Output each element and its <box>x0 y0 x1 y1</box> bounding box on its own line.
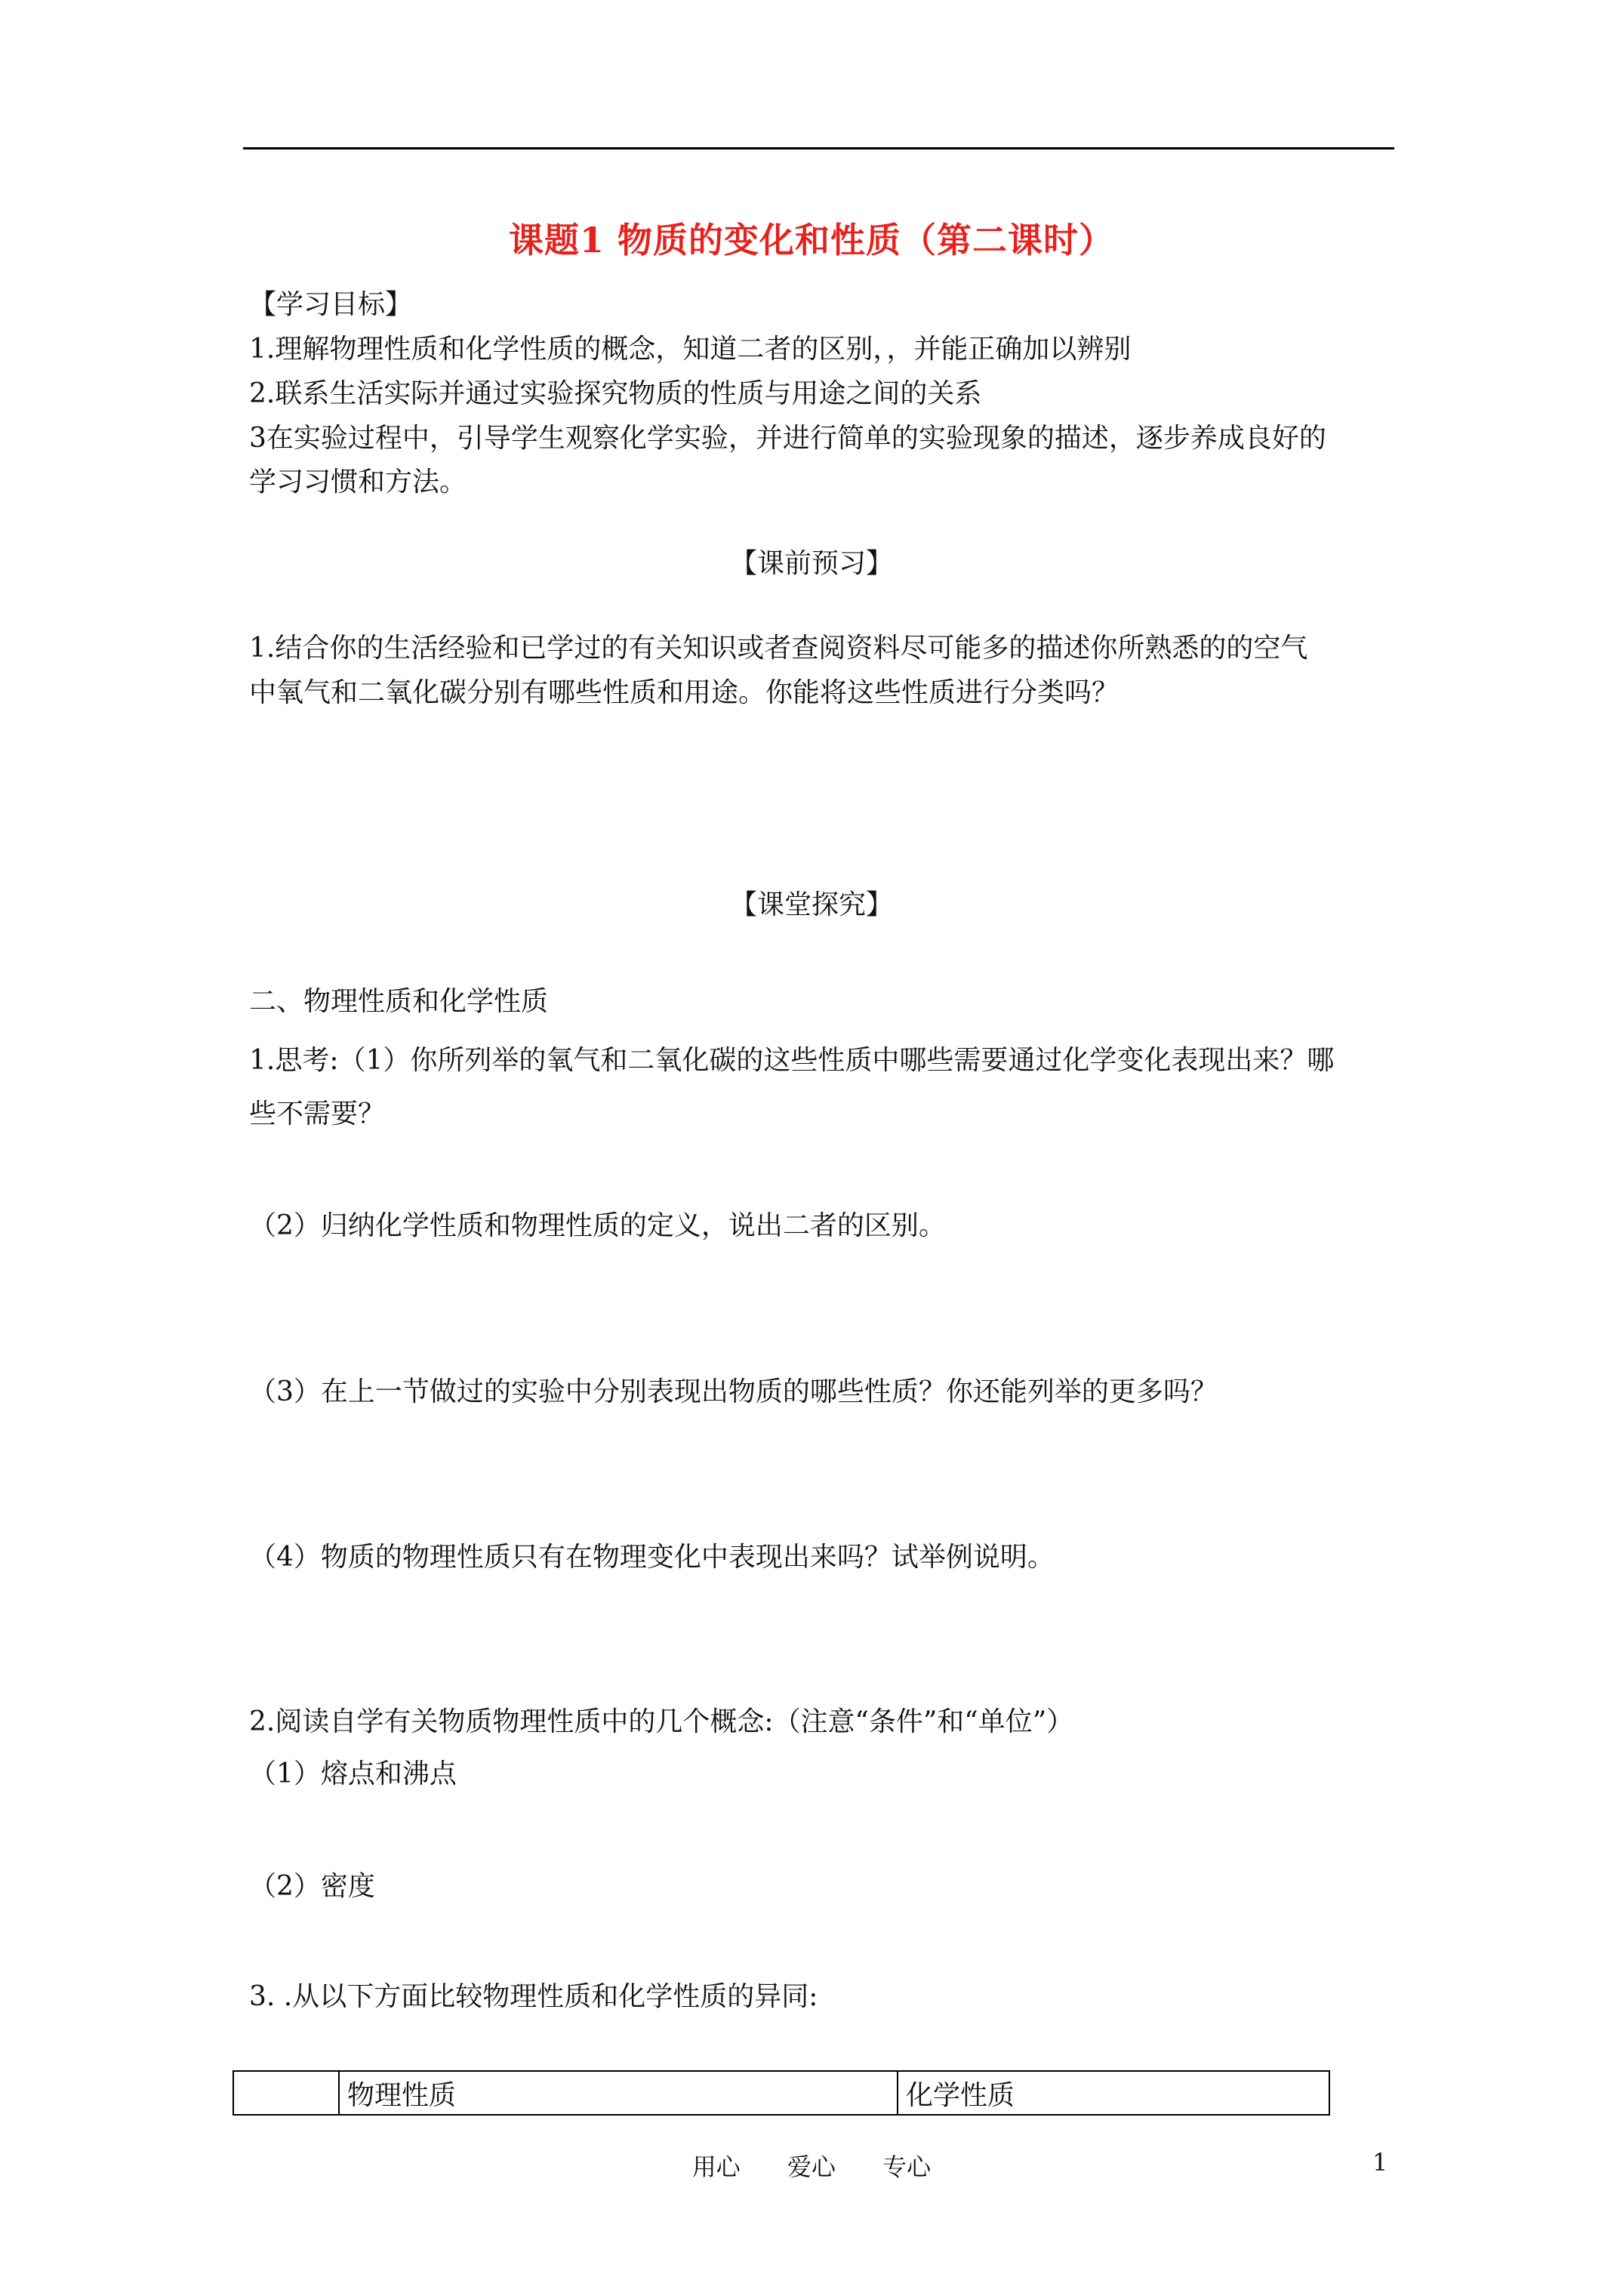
objective-item-1: 1.理解物理性质和化学性质的概念，知道二者的区别，，并能正确加以辨别 <box>249 334 1132 365</box>
objective-item-3: 3在实验过程中，引导学生观察化学实验，并进行简单的实验现象的描述，逐步养成良好的 <box>249 423 1326 454</box>
table-header-blank <box>233 2071 339 2115</box>
page-number: 1 <box>1372 2148 1388 2177</box>
question-2: （2）归纳化学性质和物理性质的定义，说出二者的区别。 <box>249 1210 946 1241</box>
table-header-physical: 物理性质 <box>339 2071 898 2115</box>
reading-task: 2.阅读自学有关物质物理性质中的几个概念:（注意“条件”和“单位”） <box>249 1706 1074 1737</box>
reading-item-2: （2）密度 <box>249 1871 375 1902</box>
header-rule <box>243 147 1394 149</box>
question-3: （3）在上一节做过的实验中分别表现出物质的哪些性质？你还能列举的更多吗？ <box>249 1376 1218 1407</box>
table-header-chemical: 化学性质 <box>898 2071 1329 2115</box>
question-4: （4）物质的物理性质只有在物理变化中表现出来吗？试举例说明。 <box>249 1542 1055 1573</box>
question-1-line-1: 1.思考:（1）你所列举的氧气和二氧化碳的这些性质中哪些需要通过化学变化表现出来？哪 <box>249 1045 1335 1076</box>
reading-item-1: （1）熔点和沸点 <box>249 1758 457 1789</box>
explore-heading: 【课堂探究】 <box>729 889 893 920</box>
objectives-heading: 【学习目标】 <box>249 289 413 320</box>
section-title: 二、物理性质和化学性质 <box>249 986 549 1017</box>
objective-item-3-cont: 学习习惯和方法。 <box>249 467 467 498</box>
preview-line-2: 中氧气和二氧化碳分别有哪些性质和用途。你能将这些性质进行分类吗？ <box>249 677 1119 708</box>
footer-item-3: 专心 <box>882 2153 932 2181</box>
document-title: 课题1 物质的变化和性质（第二课时） <box>508 220 1115 260</box>
footer-item-2: 爱心 <box>787 2153 836 2181</box>
table-header-row <box>233 2071 1329 2115</box>
footer-item-1: 用心 <box>691 2153 741 2181</box>
comparison-table <box>233 2070 1330 2116</box>
preview-line-1: 1.结合你的生活经验和已学过的有关知识或者查阅资料尽可能多的描述你所熟悉的的空气 <box>249 633 1308 664</box>
preview-heading: 【课前预习】 <box>729 548 893 579</box>
question-1-line-2: 些不需要？ <box>249 1099 386 1130</box>
objective-item-2: 2.联系生活实际并通过实验探究物质的性质与用途之间的关系 <box>249 378 982 409</box>
compare-task: 3. .从以下方面比较物理性质和化学性质的异同: <box>249 1981 818 2012</box>
